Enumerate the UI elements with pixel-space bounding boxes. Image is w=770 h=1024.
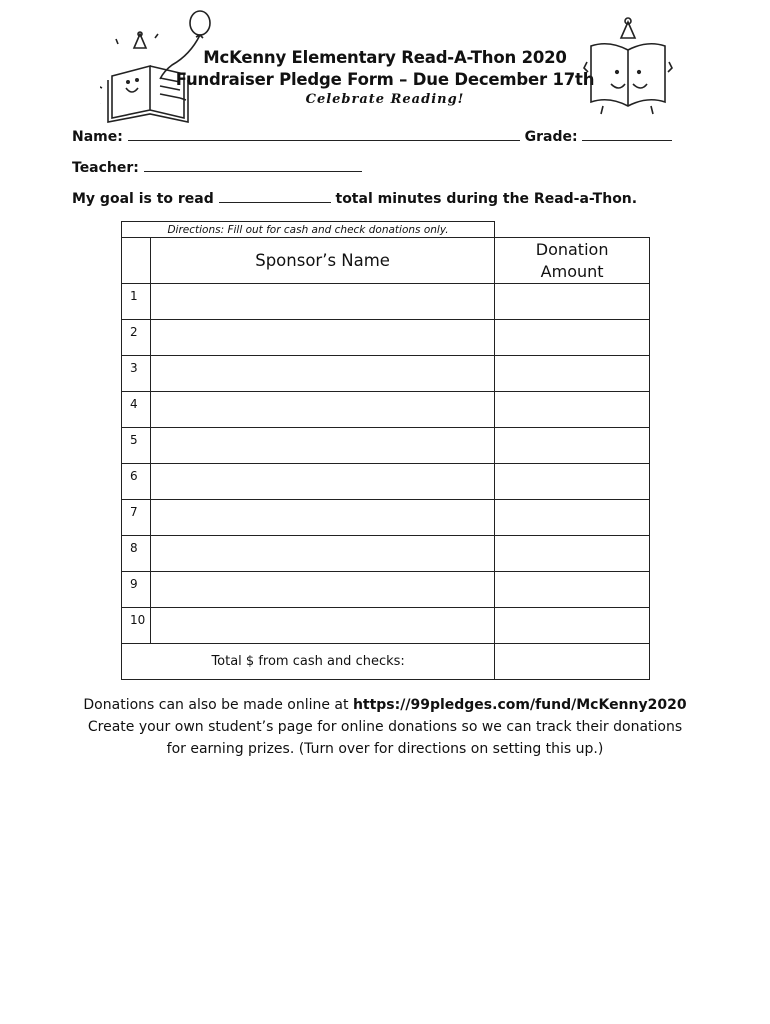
table-row — [122, 608, 650, 644]
sponsor-name-cell[interactable] — [150, 536, 494, 572]
donation-amount-cell[interactable] — [495, 320, 650, 356]
name-grade-row — [72, 128, 672, 145]
sponsor-name-cell[interactable] — [150, 392, 494, 428]
pledge-table — [121, 237, 650, 680]
table-row — [122, 320, 650, 356]
donation-amount-header-line1: Donation — [535, 239, 609, 259]
grade-field[interactable] — [582, 128, 672, 141]
celebrate-reading-text: Celebrate Reading! — [305, 92, 465, 107]
name-field[interactable] — [128, 128, 520, 141]
donation-amount-cell[interactable] — [495, 500, 650, 536]
table-directions: Directions: Fill out for cash and check donations only. — [121, 221, 495, 237]
table-row — [122, 536, 650, 572]
table-row — [122, 392, 650, 428]
table-row — [122, 464, 650, 500]
row-number: 6 — [122, 464, 151, 500]
table-header-row — [122, 238, 650, 284]
donation-amount-cell[interactable] — [495, 536, 650, 572]
sponsor-name-cell[interactable] — [150, 572, 494, 608]
sponsor-name-cell[interactable] — [150, 320, 494, 356]
grade-label: Grade: — [524, 129, 578, 145]
teacher-field[interactable] — [144, 159, 362, 172]
donation-amount-cell[interactable] — [495, 572, 650, 608]
footer-line-3: for earning prizes. (Turn over for directions on setting this up.) — [166, 741, 604, 757]
footer-note — [40, 694, 730, 760]
sponsor-name-cell[interactable] — [150, 464, 494, 500]
donation-amount-header — [495, 238, 650, 284]
title-block — [150, 47, 620, 109]
row-number: 4 — [122, 392, 151, 428]
table-row — [122, 428, 650, 464]
donation-amount-cell[interactable] — [495, 464, 650, 500]
donation-amount-cell[interactable] — [495, 392, 650, 428]
goal-row — [72, 190, 637, 207]
total-label: Total $ from cash and checks: — [122, 644, 495, 680]
teacher-row — [72, 159, 362, 176]
goal-minutes-field[interactable] — [219, 190, 331, 203]
donation-amount-cell[interactable] — [495, 284, 650, 320]
form-title: McKenny Elementary Read-A-Thon 2020 — [203, 48, 567, 67]
form-subtitle-due: Fundraiser Pledge Form – Due December 17th — [175, 70, 595, 89]
form-header — [0, 0, 770, 130]
donation-amount-header-line2: Amount — [540, 261, 604, 281]
table-row — [122, 500, 650, 536]
sponsor-name-cell[interactable] — [150, 428, 494, 464]
sponsor-name-cell[interactable] — [150, 356, 494, 392]
row-number: 2 — [122, 320, 151, 356]
footer-line-2: Create your own student’s page for online donations so we can track their donations — [87, 719, 683, 735]
table-row — [122, 356, 650, 392]
donation-amount-cell[interactable] — [495, 356, 650, 392]
footer-line-1 — [40, 694, 730, 716]
pledge-url-link[interactable]: https://99pledges.com/fund/McKenny2020 — [352, 697, 687, 713]
row-number: 3 — [122, 356, 151, 392]
sponsor-name-cell[interactable] — [150, 284, 494, 320]
table-row — [122, 572, 650, 608]
footer-online-text: Donations can also be made online at — [83, 697, 353, 713]
donation-amount-cell[interactable] — [495, 608, 650, 644]
donation-amount-cell[interactable] — [495, 428, 650, 464]
smiling-book-illustration — [583, 16, 673, 116]
row-number: 10 — [122, 608, 151, 644]
row-number: 8 — [122, 536, 151, 572]
table-row — [122, 284, 650, 320]
total-amount-cell[interactable] — [495, 644, 650, 680]
goal-prefix: My goal is to read — [72, 191, 214, 207]
teacher-label: Teacher: — [72, 160, 139, 176]
row-number-header — [122, 238, 151, 284]
row-number: 1 — [122, 284, 151, 320]
sponsor-name-cell[interactable] — [150, 500, 494, 536]
name-label: Name: — [72, 129, 123, 145]
row-number: 5 — [122, 428, 151, 464]
goal-suffix: total minutes during the Read-a-Thon. — [335, 191, 638, 207]
sponsor-name-cell[interactable] — [150, 608, 494, 644]
sponsor-name-header: Sponsor’s Name — [150, 238, 494, 284]
total-row — [122, 644, 650, 680]
row-number: 9 — [122, 572, 151, 608]
row-number: 7 — [122, 500, 151, 536]
